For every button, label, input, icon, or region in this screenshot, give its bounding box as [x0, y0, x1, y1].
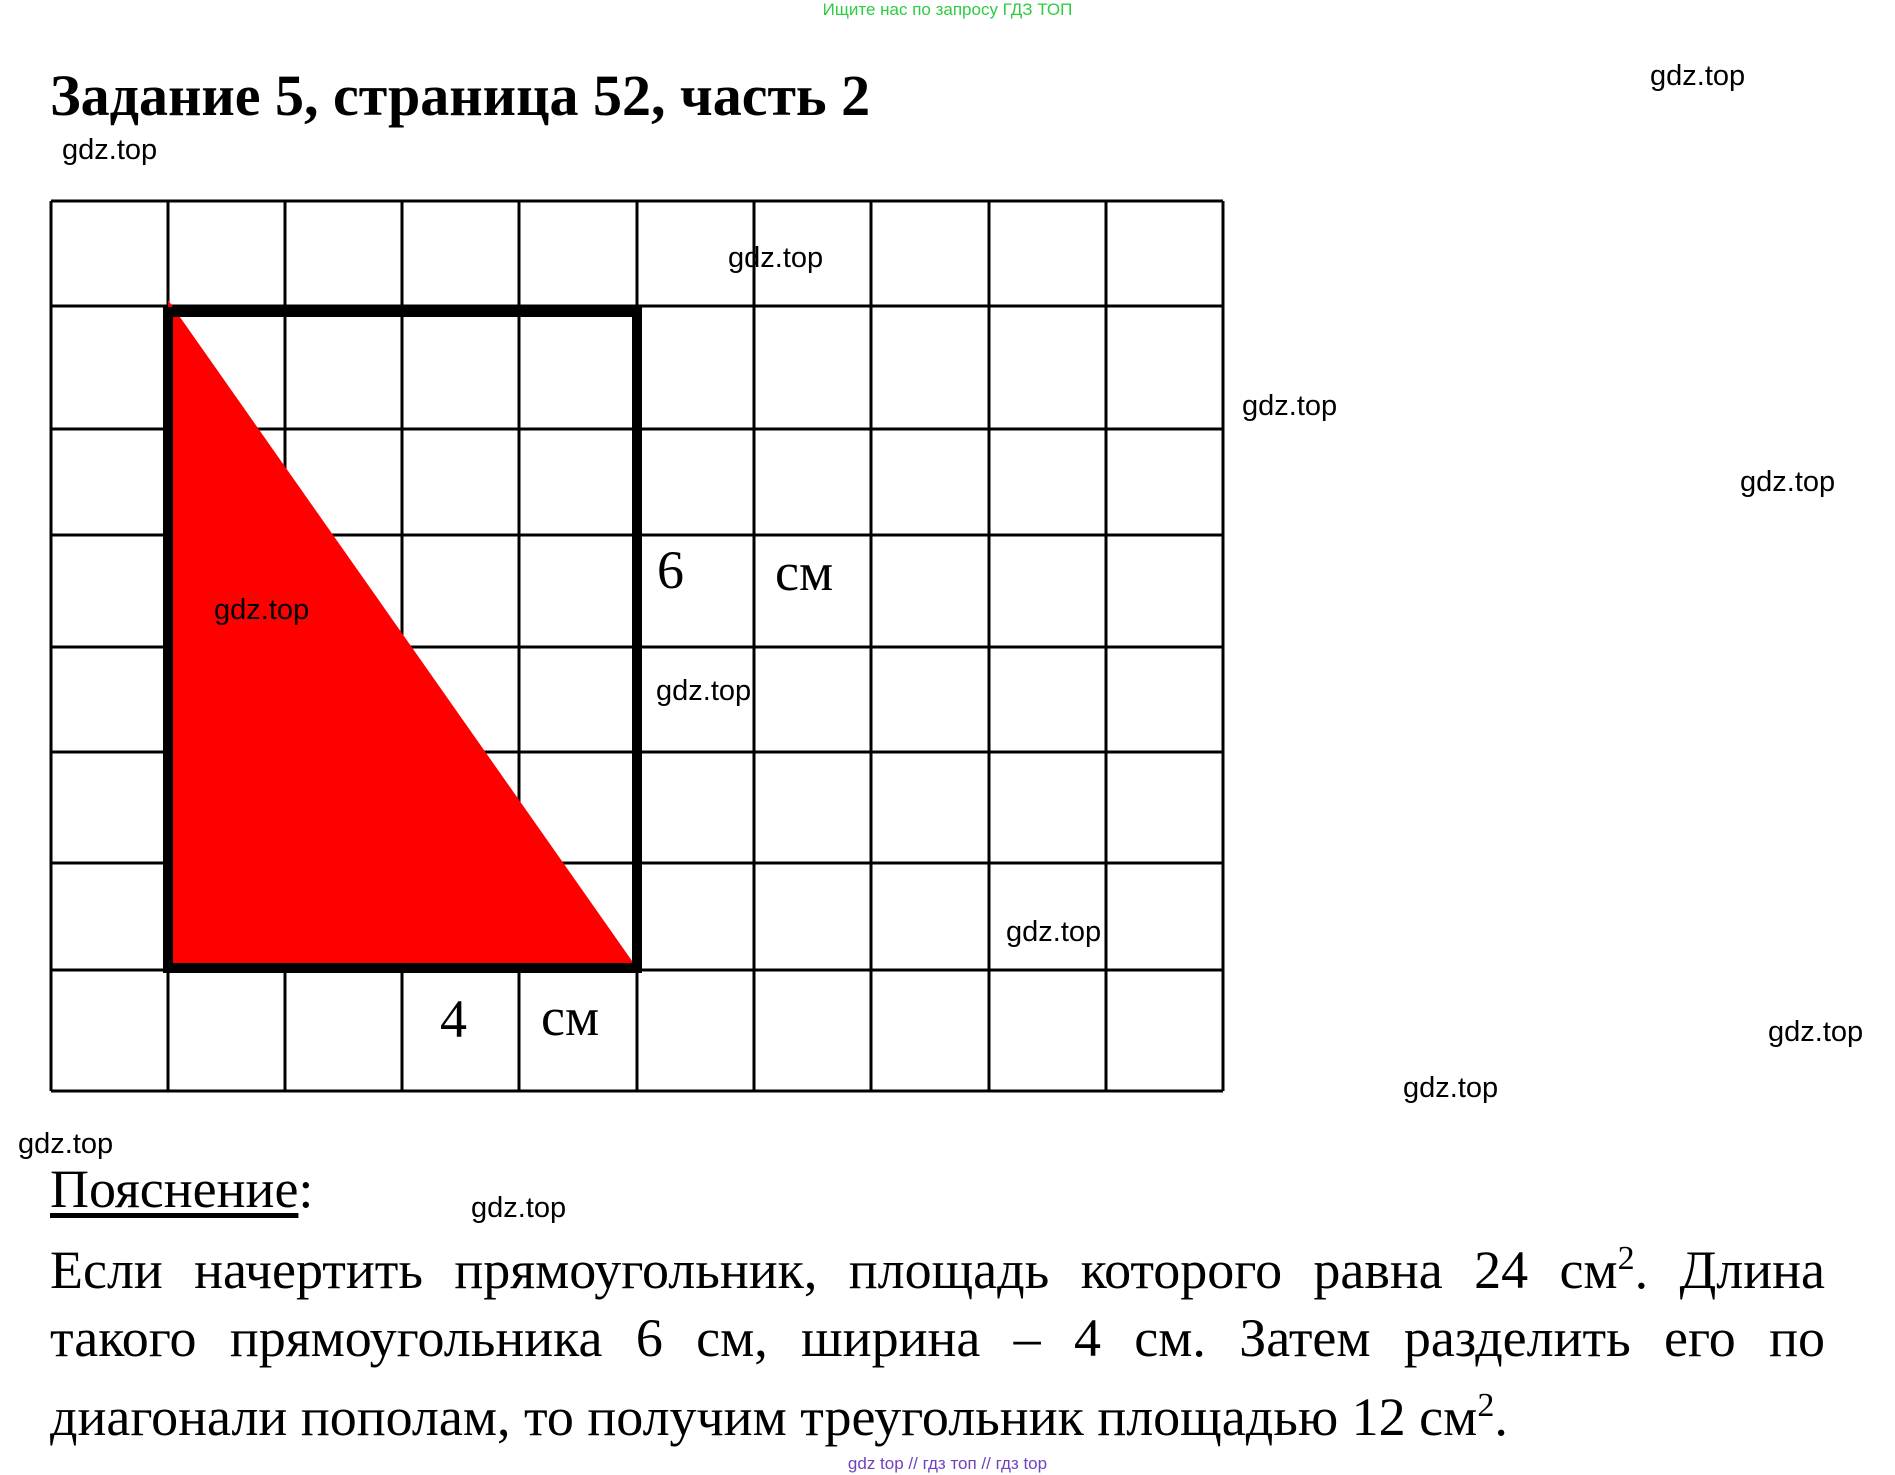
watermark: gdz.top	[1403, 1072, 1499, 1104]
width-label-number: 4	[440, 989, 467, 1049]
watermark: gdz.top	[1650, 60, 1746, 92]
watermark: gdz.top	[1242, 390, 1338, 422]
search-banner: Ищите нас по запросу ГДЗ ТОП	[822, 0, 1073, 19]
page-title: Задание 5, страница 52, часть 2	[50, 63, 871, 128]
height-label-unit: см	[775, 542, 834, 602]
watermark: gdz.top	[1740, 466, 1836, 498]
explanation-text: Если начертить прямоугольник, площадь которого равна 24 $см^2$. Длина такого прямоугольника 6 см, ширина – 4 см. Затем разделить его по диагонали пополам, то получим треугольник площадью 12 $см^2$.	[50, 1240, 1825, 1447]
watermark: gdz.top	[18, 1128, 114, 1160]
footer-watermark: gdz top // гдз топ // гдз top	[847, 1454, 1048, 1473]
watermark: gdz.top	[62, 134, 158, 166]
watermark: gdz.top	[214, 594, 310, 626]
explanation-heading: Пояснение:	[50, 1159, 314, 1219]
width-label-unit: см	[541, 987, 600, 1047]
watermark: gdz.top	[1006, 916, 1102, 948]
watermark: gdz.top	[656, 675, 752, 707]
watermark: gdz.top	[471, 1192, 567, 1224]
watermark: gdz.top	[1768, 1016, 1864, 1048]
watermark: gdz.top	[728, 242, 824, 274]
height-label-number: 6	[657, 540, 684, 600]
